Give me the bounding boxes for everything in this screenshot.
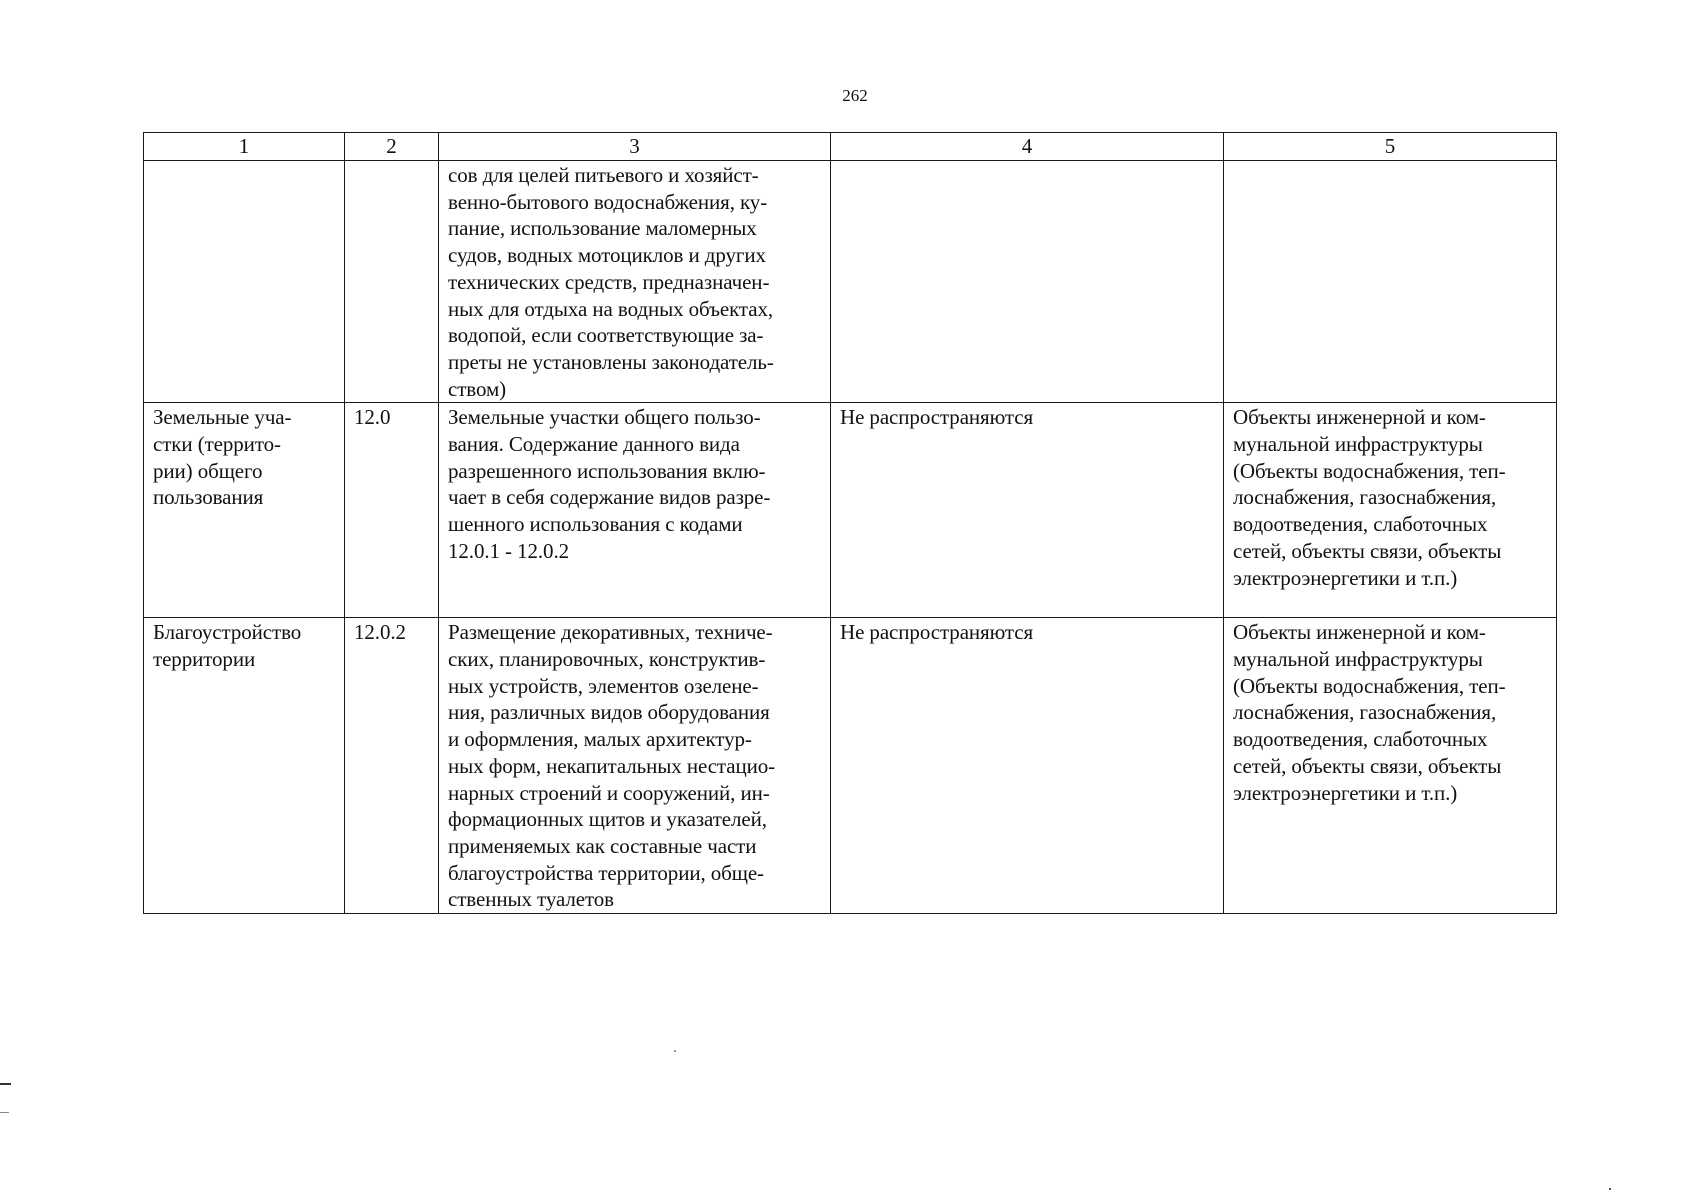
cell-text: Благоустройство территории bbox=[153, 620, 302, 672]
cell-objects bbox=[1224, 618, 1557, 914]
header-cell-4: 4 bbox=[831, 133, 1224, 161]
cell-name bbox=[144, 403, 345, 618]
cell-objects bbox=[1224, 403, 1557, 618]
cell-text: сов для целей питьевого и хозяйст- венно-бытового водоснабжения, ку- пание, использование маломерных судов, водных мотоциклов и других технических средств, предназначен- ных для отдыха на водных объектах, водопой, если соответствующие за- преты не установлены законодатель- ством) bbox=[448, 163, 774, 401]
cell-restrictions bbox=[831, 403, 1224, 618]
header-cell-1: 1 bbox=[144, 133, 345, 161]
cell-text: Не распространяются bbox=[840, 405, 1034, 430]
cell-code bbox=[345, 161, 439, 403]
cell-text: 12.0.2 bbox=[354, 620, 406, 645]
cell-description bbox=[439, 161, 831, 403]
table-row bbox=[144, 403, 1557, 618]
cell-text: 12.0 bbox=[354, 405, 391, 430]
header-cell-5: 5 bbox=[1224, 133, 1557, 161]
cell-name bbox=[144, 618, 345, 914]
cell-objects bbox=[1224, 161, 1557, 403]
scan-dust-dot bbox=[674, 1050, 676, 1052]
table-row bbox=[144, 161, 1557, 403]
scan-edge-mark bbox=[0, 1083, 11, 1085]
cell-text: Объекты инженерной и ком- мунальной инфраструктуры (Объекты водоснабжения, теп- лоснабжения, газоснабжения, водоотведения, слаботочных сетей, объекты связи, объекты электроэнергетики и т.п.) bbox=[1233, 405, 1506, 590]
cell-text: Не распространяются bbox=[840, 620, 1034, 645]
cell-description bbox=[439, 403, 831, 618]
cell-restrictions bbox=[831, 161, 1224, 403]
cell-text: Объекты инженерной и ком- мунальной инфраструктуры (Объекты водоснабжения, теп- лоснабжения, газоснабжения, водоотведения, слаботочных сетей, объекты связи, объекты электроэнергетики и т.п.) bbox=[1233, 620, 1506, 805]
header-row bbox=[144, 133, 1557, 161]
page-number: 262 bbox=[842, 86, 868, 105]
table-row bbox=[144, 618, 1557, 914]
cell-description bbox=[439, 618, 831, 914]
scan-edge-mark bbox=[0, 1112, 9, 1113]
land-use-table bbox=[143, 132, 1557, 914]
scan-dust-dot bbox=[1609, 1188, 1611, 1190]
cell-text: Земельные участки общего пользо- вания. Содержание данного вида разрешенного использования вклю- чает в себя содержание видов разре- шенного использования с кодами 12.0.1 - 12.0.2 bbox=[448, 405, 771, 563]
cell-restrictions bbox=[831, 618, 1224, 914]
header-cell-2: 2 bbox=[345, 133, 439, 161]
cell-text: Земельные уча- стки (террито- рии) общего пользования bbox=[153, 405, 292, 510]
cell-code bbox=[345, 618, 439, 914]
header-cell-3: 3 bbox=[439, 133, 831, 161]
cell-name bbox=[144, 161, 345, 403]
cell-text: Размещение декоративных, техниче- ских, планировочных, конструктив- ных устройств, элементов озелене- ния, различных видов оборудования и оформления, малых архитектур- ных форм, некапитальных нестацио- нарных строений и сооружений, ин- формационных щитов и указателей, применяемых как составные части благоустройства территории, обще- ственных туалетов bbox=[448, 620, 776, 912]
cell-code bbox=[345, 403, 439, 618]
